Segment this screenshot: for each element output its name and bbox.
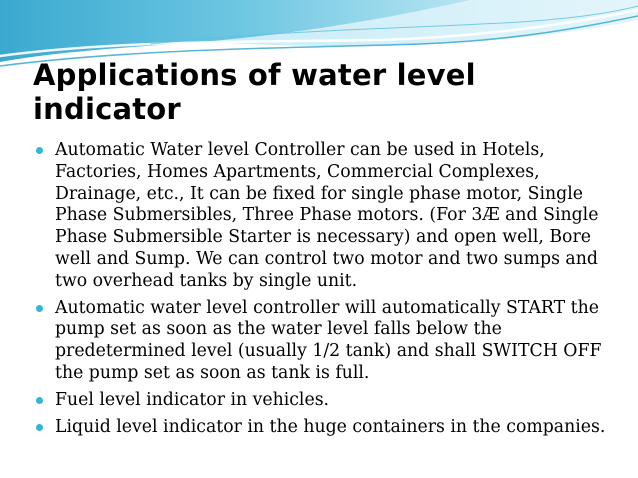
bullet-dot-icon: [36, 305, 43, 312]
bullet-item: [34, 390, 609, 412]
bullet-text: Automatic Water level Controller can be used in Hotels, Factories, Homes Apartments, Commercial Complexes, Drainage, etc., It can be fixed for single phase motor, Single Phase Submersibles, Three Phase motors. (For 3Æ and Single Phase Submersible Starter is necessary) and open well, Bore well and Sump. We can control two motor and two sumps and two overhead tanks by single unit.: [55, 140, 599, 291]
bullet-dot-icon: [36, 147, 43, 154]
slide-title: Applications of water level indicator: [33, 58, 476, 126]
bullet-dot-icon: [36, 397, 43, 404]
bullet-text: Liquid level indicator in the huge containers in the companies.: [55, 416, 606, 437]
bullet-list: [34, 140, 609, 443]
bullet-dot-icon: [36, 424, 43, 431]
bullet-text: Automatic water level controller will automatically START the pump set as soon as the water level falls below the predetermined level (usually 1/2 tank) and shall SWITCH OFF the pump set as soon as tank is full.: [55, 297, 602, 383]
bullet-text: Fuel level indicator in vehicles.: [55, 389, 330, 410]
bullet-item: [34, 140, 609, 293]
bullet-item: [34, 298, 609, 385]
bullet-item: [34, 417, 609, 439]
